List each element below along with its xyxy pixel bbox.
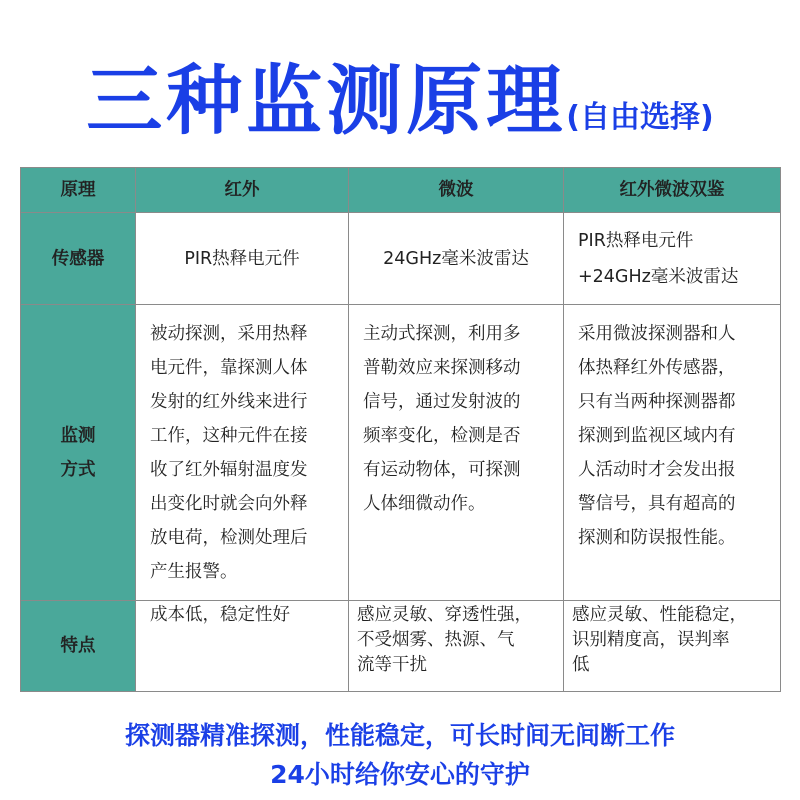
method-infrared bbox=[136, 305, 349, 601]
sensor-dual-line: +24GHz毫米波雷达 bbox=[578, 266, 739, 287]
text-line: 普勒效应来探测移动 bbox=[363, 358, 521, 378]
text-line: 产生报警。 bbox=[150, 562, 238, 582]
text-line: 收了红外辐射温度发 bbox=[150, 460, 308, 480]
text-line: 成本低，稳定性好 bbox=[150, 605, 290, 625]
text-line: 不受烟雾、热源、气 bbox=[357, 630, 515, 650]
text-line: 感应灵敏、穿透性强， bbox=[357, 605, 532, 625]
text-line: 采用微波探测器和人 bbox=[578, 324, 736, 344]
text-line: 人体细微动作。 bbox=[363, 494, 486, 514]
title-main: 三种监测原理 bbox=[86, 56, 567, 145]
title-sub: (自由选择) bbox=[566, 100, 714, 135]
text-line: 只有当两种探测器都 bbox=[578, 392, 736, 412]
text-line: 出变化时就会向外释 bbox=[150, 494, 308, 514]
row-label-sensor: 传感器 bbox=[21, 213, 136, 305]
text-line: 感应灵敏、性能稳定， bbox=[572, 605, 747, 625]
features-microwave bbox=[349, 601, 564, 692]
footer-line-2: 24小时给你安心的守护 bbox=[270, 760, 530, 789]
header-dual: 红外微波双鉴 bbox=[564, 168, 781, 213]
text-line: 信号，通过发射波的 bbox=[363, 392, 521, 412]
sensor-dual bbox=[564, 213, 781, 305]
text-line: 频率变化，检测是否 bbox=[363, 426, 521, 446]
table-row-features bbox=[21, 601, 781, 692]
features-infrared bbox=[136, 601, 349, 692]
header-infrared: 红外 bbox=[136, 168, 349, 213]
text-line: 人活动时才会发出报 bbox=[578, 460, 736, 480]
text-line: 有运动物体，可探测 bbox=[363, 460, 521, 480]
row-label-line: 监测 bbox=[60, 425, 96, 446]
text-line: 探测和防误报性能。 bbox=[578, 528, 736, 548]
text-line: 被动探测，采用热释 bbox=[150, 324, 308, 344]
table-row-method bbox=[21, 305, 781, 601]
text-line: 发射的红外线来进行 bbox=[150, 392, 308, 412]
text-line: 体热释红外传感器， bbox=[578, 358, 736, 378]
method-microwave bbox=[349, 305, 564, 601]
text-line: 工作，这种元件在接 bbox=[150, 426, 308, 446]
footer-line-1: 探测器精准探测，性能稳定，可长时间无间断工作 bbox=[124, 721, 675, 750]
row-label-line: 方式 bbox=[60, 459, 96, 480]
header-microwave: 微波 bbox=[349, 168, 564, 213]
text-line: 电元件，靠探测人体 bbox=[150, 358, 308, 378]
text-line: 低 bbox=[572, 655, 590, 675]
table-row-sensor bbox=[21, 213, 781, 305]
header-principle: 原理 bbox=[21, 168, 136, 213]
method-dual bbox=[564, 305, 781, 601]
sensor-infrared: PIR热释电元件 bbox=[136, 213, 349, 305]
sensor-microwave: 24GHz毫米波雷达 bbox=[349, 213, 564, 305]
features-dual bbox=[564, 601, 781, 692]
text-line: 流等干扰 bbox=[357, 655, 427, 675]
text-line: 警信号，具有超高的 bbox=[578, 494, 736, 514]
text-line: 放电荷，检测处理后 bbox=[150, 528, 308, 548]
comparison-table bbox=[20, 167, 781, 692]
row-label-features: 特点 bbox=[21, 601, 136, 692]
page-title bbox=[0, 40, 800, 149]
table-header-row bbox=[21, 168, 781, 213]
row-label-method bbox=[21, 305, 136, 601]
text-line: 探测到监视区域内有 bbox=[578, 426, 736, 446]
sensor-dual-line: PIR热释电元件 bbox=[578, 230, 694, 251]
text-line: 识别精度高，误判率 bbox=[572, 630, 730, 650]
text-line: 主动式探测，利用多 bbox=[363, 324, 521, 344]
